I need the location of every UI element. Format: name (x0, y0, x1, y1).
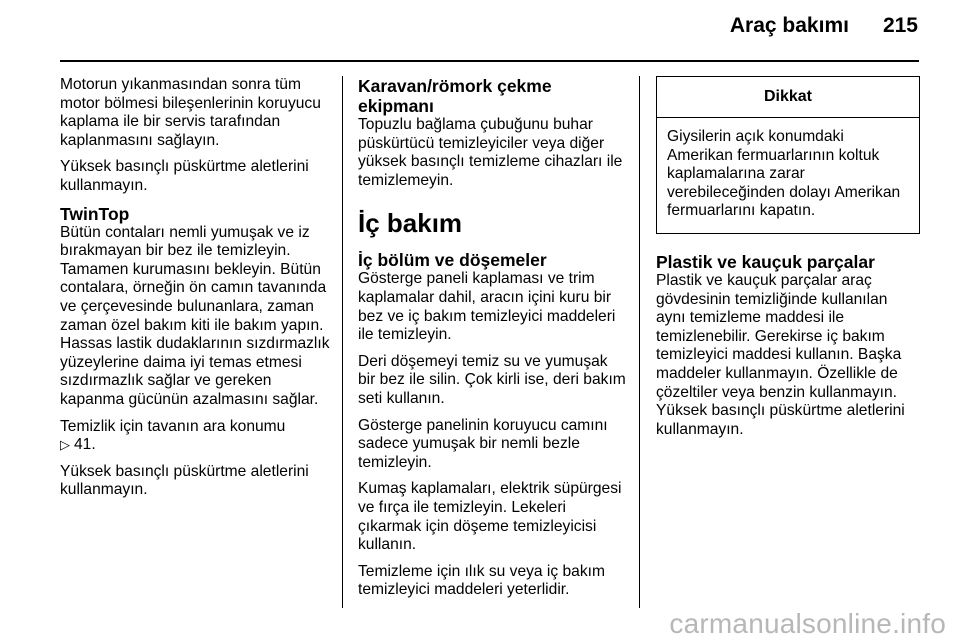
header-rule (60, 60, 919, 62)
paragraph: Deri döşemeyi temiz su ve yumuşak bir bez ile silin. Çok kirli ise, deri bakım seti kullanın. (358, 352, 626, 407)
caution-box (656, 76, 920, 234)
paragraph: Bütün contaları nemli yumuşak ve iz bırakmayan bir bez ile temizleyin. Tamamen kurumasını bekleyin. Bütün contalara, örneğin ön camın tavanında ve çerçevesinde bulunanlara, zaman zaman özel bakım kiti ile bakım yapın. Hassas lastik dudaklarının sızdırmazlık yüzeylerine daima iyi temas etmesi sızdırmazlık sağlar ve gereken kapanma gücünün azalmasını sağlar. (60, 223, 330, 408)
triangle-right-icon: ▷ (60, 437, 70, 453)
column-left (60, 76, 334, 508)
paragraph: Plastik ve kauçuk parçalar araç gövdesinin temizliğinde kullanılan aynı temizleme maddesi ile temizlenebilir. Gerekirse iç bakım temizleyici maddesi kullanın. Başka maddeler kullanmayın. Özellikle de çözeltiler veya benzin kullanmayın. Yüksek basınçlı püskürtme aletlerini kullanmayın. (656, 271, 905, 438)
caution-text: Giysilerin açık konumdaki Amerikan fermuarlarının koltuk kaplamalarına zarar verebileceğinden dolayı Amerikan fermuarlarını kapatın. (667, 128, 901, 220)
chapter-title: Araç bakımı (729, 14, 849, 37)
paragraph: Gösterge paneli kaplaması ve trim kaplamalar dahil, aracın içini kuru bir bez ve iç bakım temizleyici maddeleri ile temizleyin. (358, 270, 616, 344)
paragraph: Motorun yıkanmasından sonra tüm motor bölmesi bileşenlerinin koruyucu kaplama ile bir servis tarafından kaplanmasını sağlayın. (60, 76, 321, 149)
column-right (656, 76, 920, 447)
watermark: carmanualsonline.info (669, 608, 946, 639)
page-header (730, 14, 918, 50)
section-heading-plastic: Plastik ve kauçuk parçalar (656, 251, 875, 272)
paragraph: Temizleme için ılık su veya iç bakım temizleyici maddeleri yeterlidir. (358, 562, 605, 599)
caution-title: Dikkat (657, 77, 919, 118)
paragraph: Gösterge panelinin koruyucu camını sadece yumuşak bir nemli bezle temizleyin. (358, 416, 608, 471)
paragraph: Yüksek basınçlı püskürtme aletlerini kullanmayın. (60, 462, 309, 499)
subsection-heading: İç bölüm ve döşemeler (358, 250, 547, 271)
section-heading-caravan: Karavan/römork çekme ekipmanı (358, 76, 552, 116)
column-divider (342, 76, 343, 608)
section-heading-interior: İç bakım (358, 208, 463, 239)
column-divider (639, 76, 640, 608)
section-heading-twintop: TwinTop (60, 203, 130, 224)
paragraph (60, 418, 334, 455)
column-middle (358, 76, 628, 608)
paragraph: Topuzlu bağlama çubuğunu buhar püskürtücü temizleyiciler veya diğer yüksek basınçlı temizleme cihazları ile temizlemeyin. (358, 116, 623, 189)
page-number: 215 (882, 14, 918, 37)
paragraph: Kumaş kaplamaları, elektrik süpürgesi ve fırça ile temizleyin. Lekeleri çıkarmak için döşeme temizleyicisi kullanın. (358, 480, 622, 554)
page-reference-link[interactable]: 41. (74, 436, 96, 454)
paragraph: Yüksek basınçlı püskürtme aletlerini kullanmayın. (60, 158, 309, 194)
paragraph-text: Temizlik için tavanın ara konumu (60, 417, 286, 435)
